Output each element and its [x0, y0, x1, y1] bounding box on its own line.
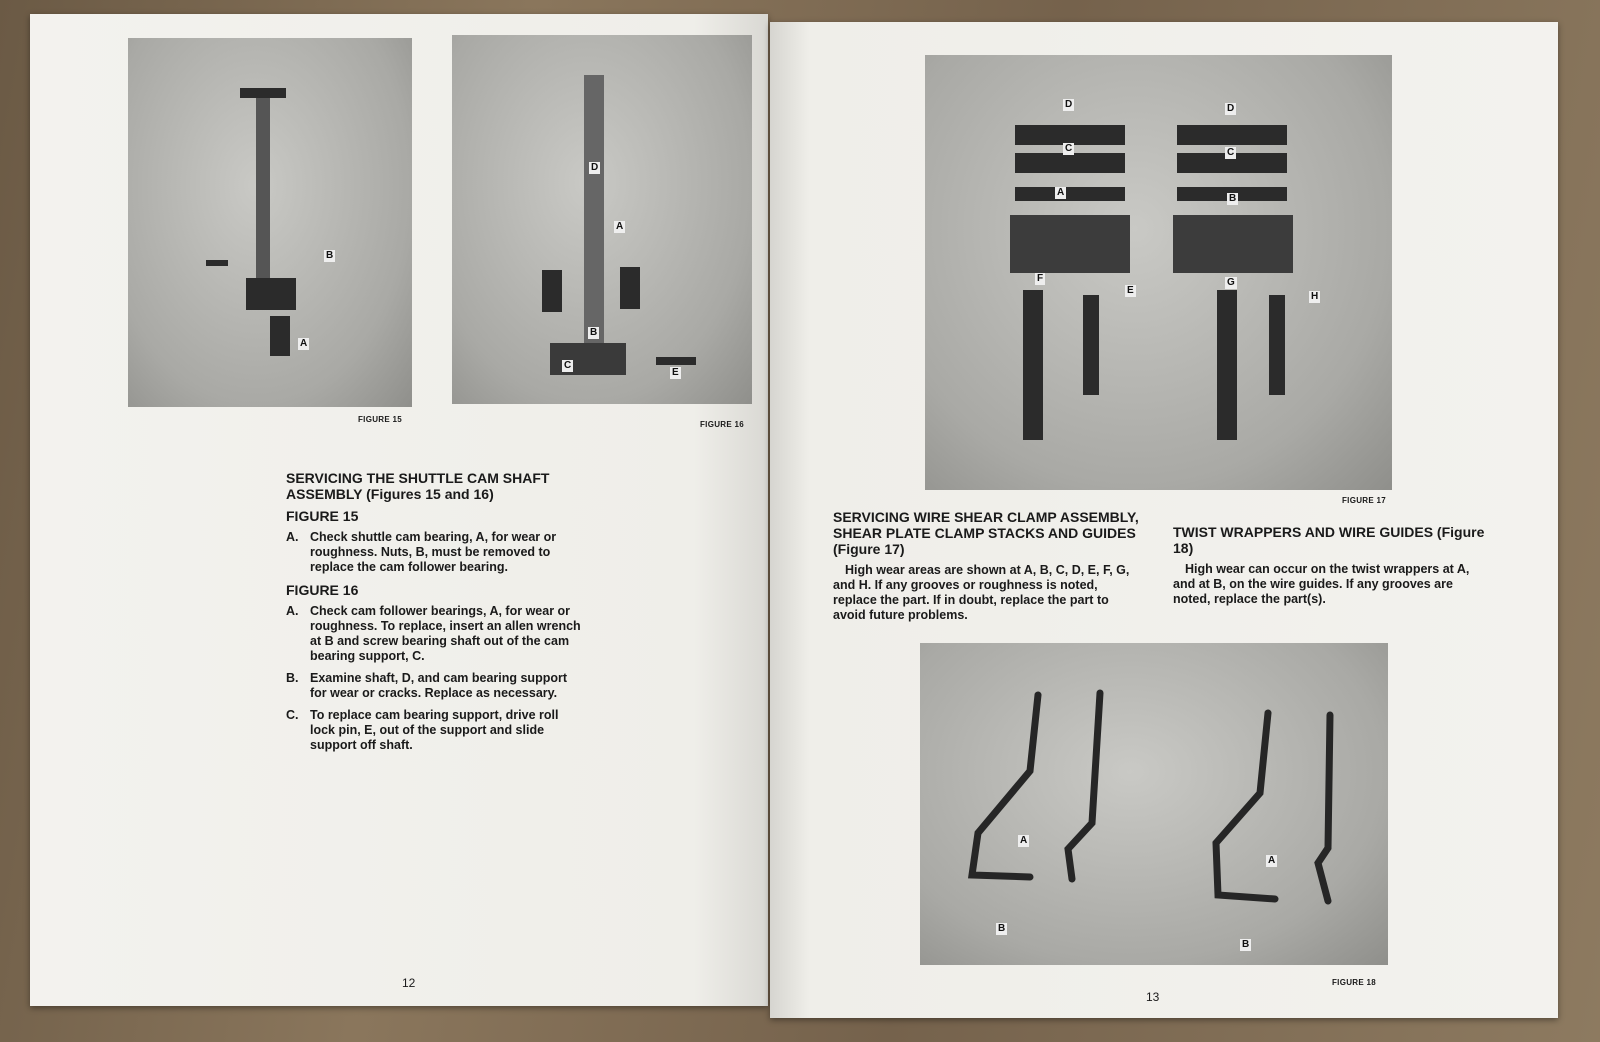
callout-label: A [1057, 187, 1065, 198]
figure-16-caption: FIGURE 16 [700, 420, 745, 429]
section-text: High wear can occur on the twist wrappers at A, and at B, on the wire guides. If any grooves are noted, replace the part(s). [1173, 562, 1470, 606]
callout-label: D [1065, 99, 1073, 110]
callout-label: E [1127, 285, 1134, 296]
callout-label: D [591, 162, 599, 173]
callout-label: B [1242, 939, 1250, 950]
callout-label: B [1229, 193, 1237, 204]
figure-15-photo [128, 38, 412, 407]
figure-15-caption: FIGURE 15 [358, 415, 403, 424]
callout-label: A [300, 338, 308, 349]
list-item [286, 530, 586, 575]
callout-label: F [1037, 273, 1044, 284]
item-letter: A. [286, 604, 299, 618]
shuttle-cam-section [286, 470, 586, 760]
callout-label: B [998, 923, 1006, 934]
figure-17-caption: FIGURE 17 [1342, 496, 1387, 505]
page-number: 13 [1146, 990, 1160, 1004]
item-letter: A. [286, 530, 299, 544]
right-page [770, 22, 1558, 1018]
subsection-title: FIGURE 15 [286, 508, 359, 524]
list-item [286, 604, 586, 664]
item-text: Check cam follower bearings, A, for wear or roughness. To replace, insert an allen wrench at B and screw bearing shaft out of the cam bearing support, C. [310, 604, 581, 663]
callout-label: B [590, 327, 598, 338]
callout-label: A [616, 221, 624, 232]
callout-label: A [1268, 855, 1276, 866]
figure-17-photo [925, 55, 1392, 490]
item-text: To replace cam bearing support, drive roll lock pin, E, out of the support and slide support off shaft. [310, 708, 559, 752]
subsection-title: FIGURE 16 [286, 582, 359, 598]
item-letter: B. [286, 671, 299, 685]
page-number: 12 [402, 976, 416, 990]
section-heading: SERVICING WIRE SHEAR CLAMP ASSEMBLY, SHEAR PLATE CLAMP STACKS AND GUIDES (Figure 17) [833, 509, 1139, 557]
callout-label: C [1227, 147, 1235, 158]
list-item [286, 671, 586, 701]
list-item [286, 708, 586, 753]
wire-shear-section [833, 509, 1143, 629]
section-text: High wear areas are shown at A, B, C, D, E, F, G, and H. If any grooves or roughness is noted, replace the part. If in doubt, replace the part to avoid future problems. [833, 563, 1130, 622]
section-heading: SERVICING THE SHUTTLE CAM SHAFT ASSEMBLY (Figures 15 and 16) [286, 470, 550, 502]
item-text: Check shuttle cam bearing, A, for wear or roughness. Nuts, B, must be removed to replace the cam follower bearing. [310, 530, 557, 574]
callout-label: C [1065, 143, 1073, 154]
callout-label: E [672, 367, 679, 378]
item-text: Examine shaft, D, and cam bearing support for wear or cracks. Replace as necessary. [310, 671, 568, 700]
wire-parts-drawing [920, 643, 1388, 965]
twist-wrappers-section [1173, 524, 1493, 613]
callout-label: A [1020, 835, 1028, 846]
figure-18-photo [920, 643, 1388, 965]
callout-label: G [1227, 277, 1235, 288]
figure-18-caption: FIGURE 18 [1332, 978, 1377, 987]
item-letter: C. [286, 708, 299, 722]
callout-label: B [326, 250, 334, 261]
callout-label: H [1311, 291, 1319, 302]
figure-16-photo [452, 35, 752, 404]
callout-label: D [1227, 103, 1235, 114]
callout-label: C [564, 360, 572, 371]
left-page [30, 14, 768, 1006]
section-heading: TWIST WRAPPERS AND WIRE GUIDES (Figure 18) [1173, 524, 1485, 556]
